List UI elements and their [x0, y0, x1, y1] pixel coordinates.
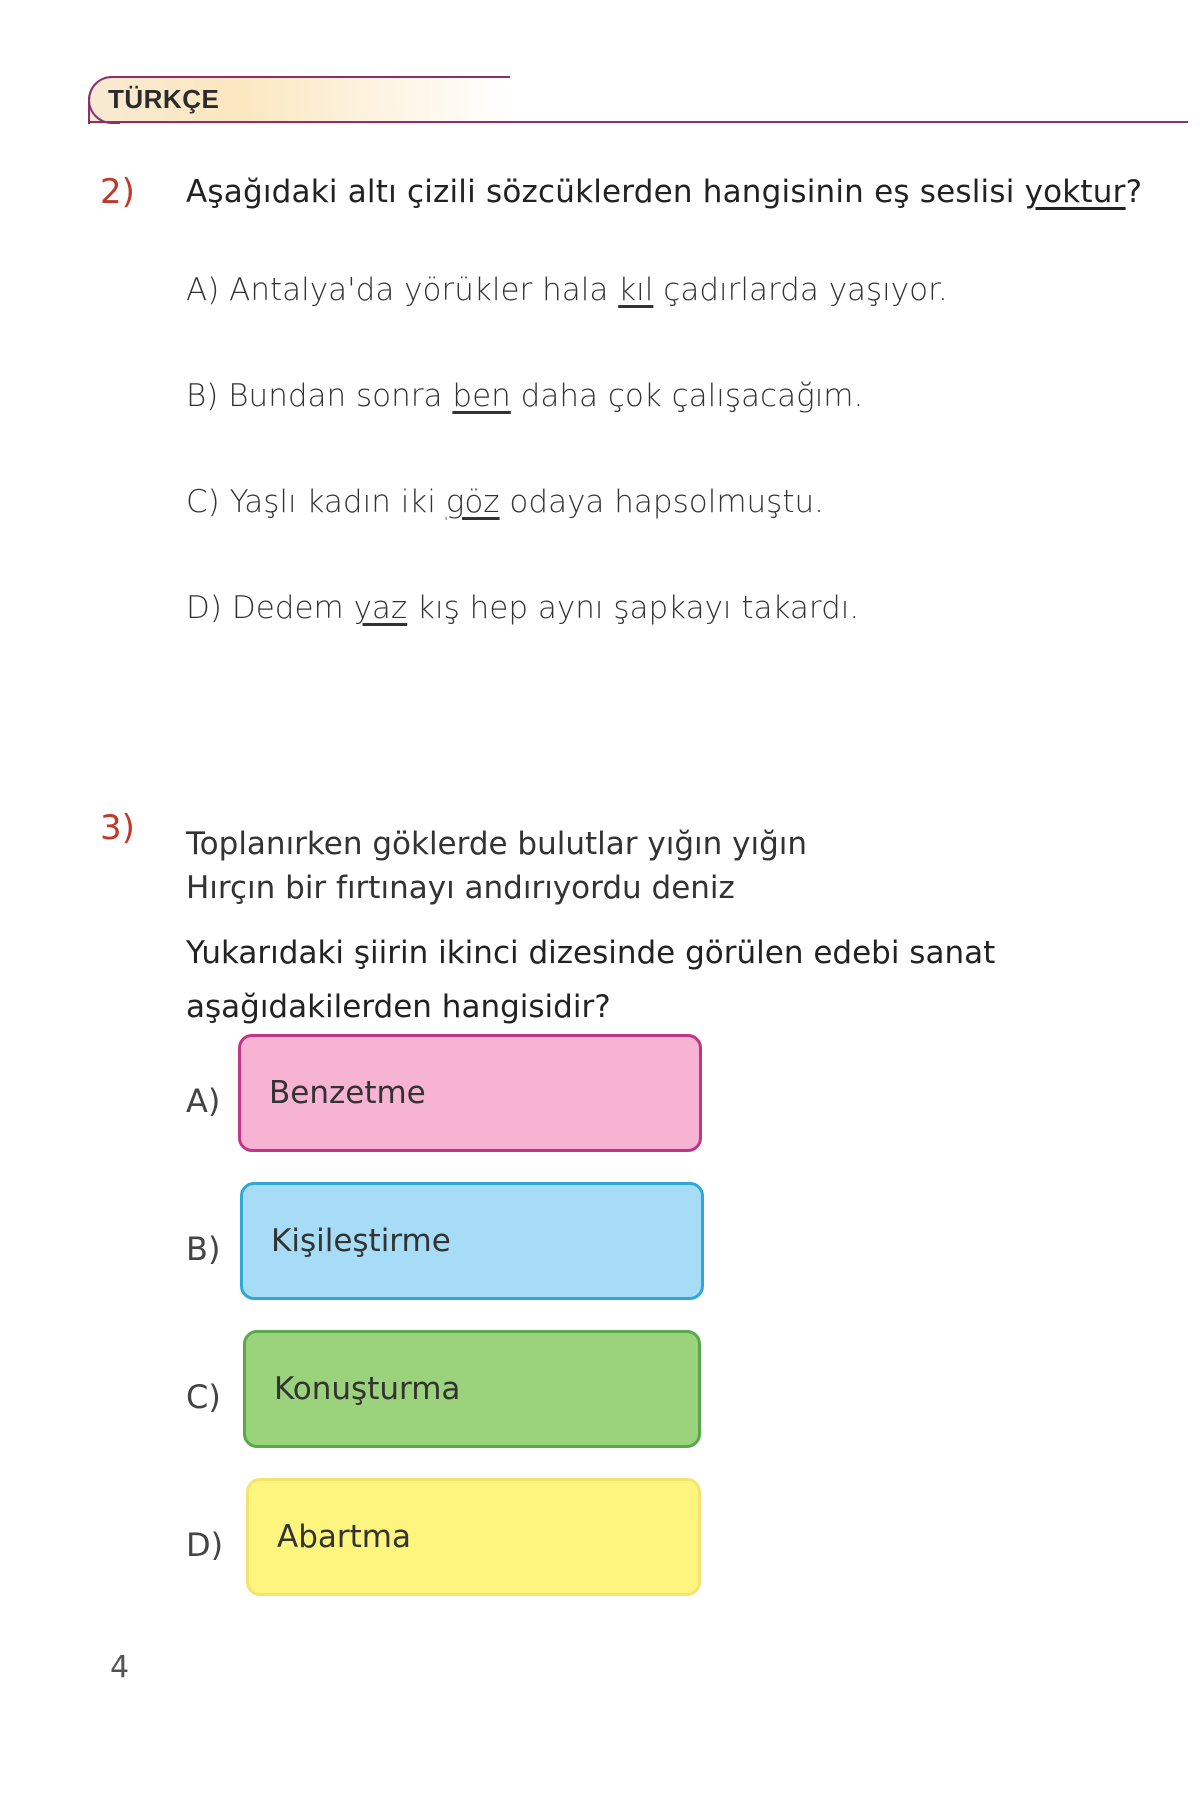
question-3-option-c[interactable]: [243, 1330, 701, 1448]
header-rule: [88, 121, 1188, 123]
question-3-option-a[interactable]: [238, 1034, 702, 1152]
poem-line-1: Toplanırken göklerde bulutlar yığın yığın: [186, 826, 808, 862]
question-2-prompt-end: ?: [1125, 174, 1143, 210]
option-underlined-word: yaz: [353, 590, 408, 626]
subject-title: TÜRKÇE: [108, 84, 220, 114]
question-3-option-a-letter: A): [186, 1082, 221, 1120]
question-3-prompt: Yukarıdaki şiirin ikinci dizesinde görülen edebi sanat aşağıdakilerden hangisidir?: [186, 935, 996, 1025]
question-3-option-d-letter: D): [186, 1526, 224, 1564]
question-2-option-d[interactable]: [186, 590, 859, 626]
option-text: Abartma: [277, 1519, 411, 1555]
option-underlined-word: kıl: [618, 272, 654, 308]
question-3-option-b-letter: B): [186, 1230, 221, 1268]
question-3-number: 3): [100, 808, 135, 848]
option-underlined-word: göz: [445, 484, 500, 520]
question-3-option-b[interactable]: [240, 1182, 704, 1300]
option-text: Antalya'da yörükler hala: [219, 272, 619, 308]
option-letter: A): [186, 272, 220, 308]
question-2-option-a[interactable]: [186, 272, 948, 308]
page-number: 4: [110, 1650, 130, 1685]
option-text-end: çadırlarda yaşıyor.: [653, 272, 948, 308]
option-underlined-word: ben: [452, 378, 511, 414]
option-letter: B): [186, 378, 219, 414]
question-2-option-b[interactable]: [186, 378, 863, 414]
option-text: Dedem: [221, 590, 354, 626]
option-text-end: odaya hapsolmuştu.: [499, 484, 824, 520]
option-text: Benzetme: [269, 1075, 426, 1111]
option-text: Yaşlı kadın iki: [219, 484, 446, 520]
option-text: Kişileştirme: [271, 1223, 451, 1259]
option-text-end: kış hep aynı şapkayı takardı.: [407, 590, 860, 626]
option-text-end: daha çok çalışacağım.: [510, 378, 864, 414]
question-2-prompt-underlined: yoktur: [1024, 174, 1126, 210]
option-letter: C): [186, 484, 220, 520]
option-text: Konuşturma: [274, 1371, 461, 1407]
question-3-option-d[interactable]: [246, 1478, 701, 1596]
question-3-option-c-letter: C): [186, 1378, 221, 1416]
option-text: Bundan sonra: [218, 378, 453, 414]
question-2-option-c[interactable]: [186, 484, 824, 520]
poem-line-2: Hırçın bir fırtınayı andırıyordu deniz: [186, 870, 735, 906]
question-2-prompt: [186, 174, 1142, 210]
option-letter: D): [186, 590, 222, 626]
question-2-number: 2): [100, 172, 135, 212]
question-2-prompt-text: Aşağıdaki altı çizili sözcüklerden hangisinin eş seslisi: [186, 174, 1025, 210]
